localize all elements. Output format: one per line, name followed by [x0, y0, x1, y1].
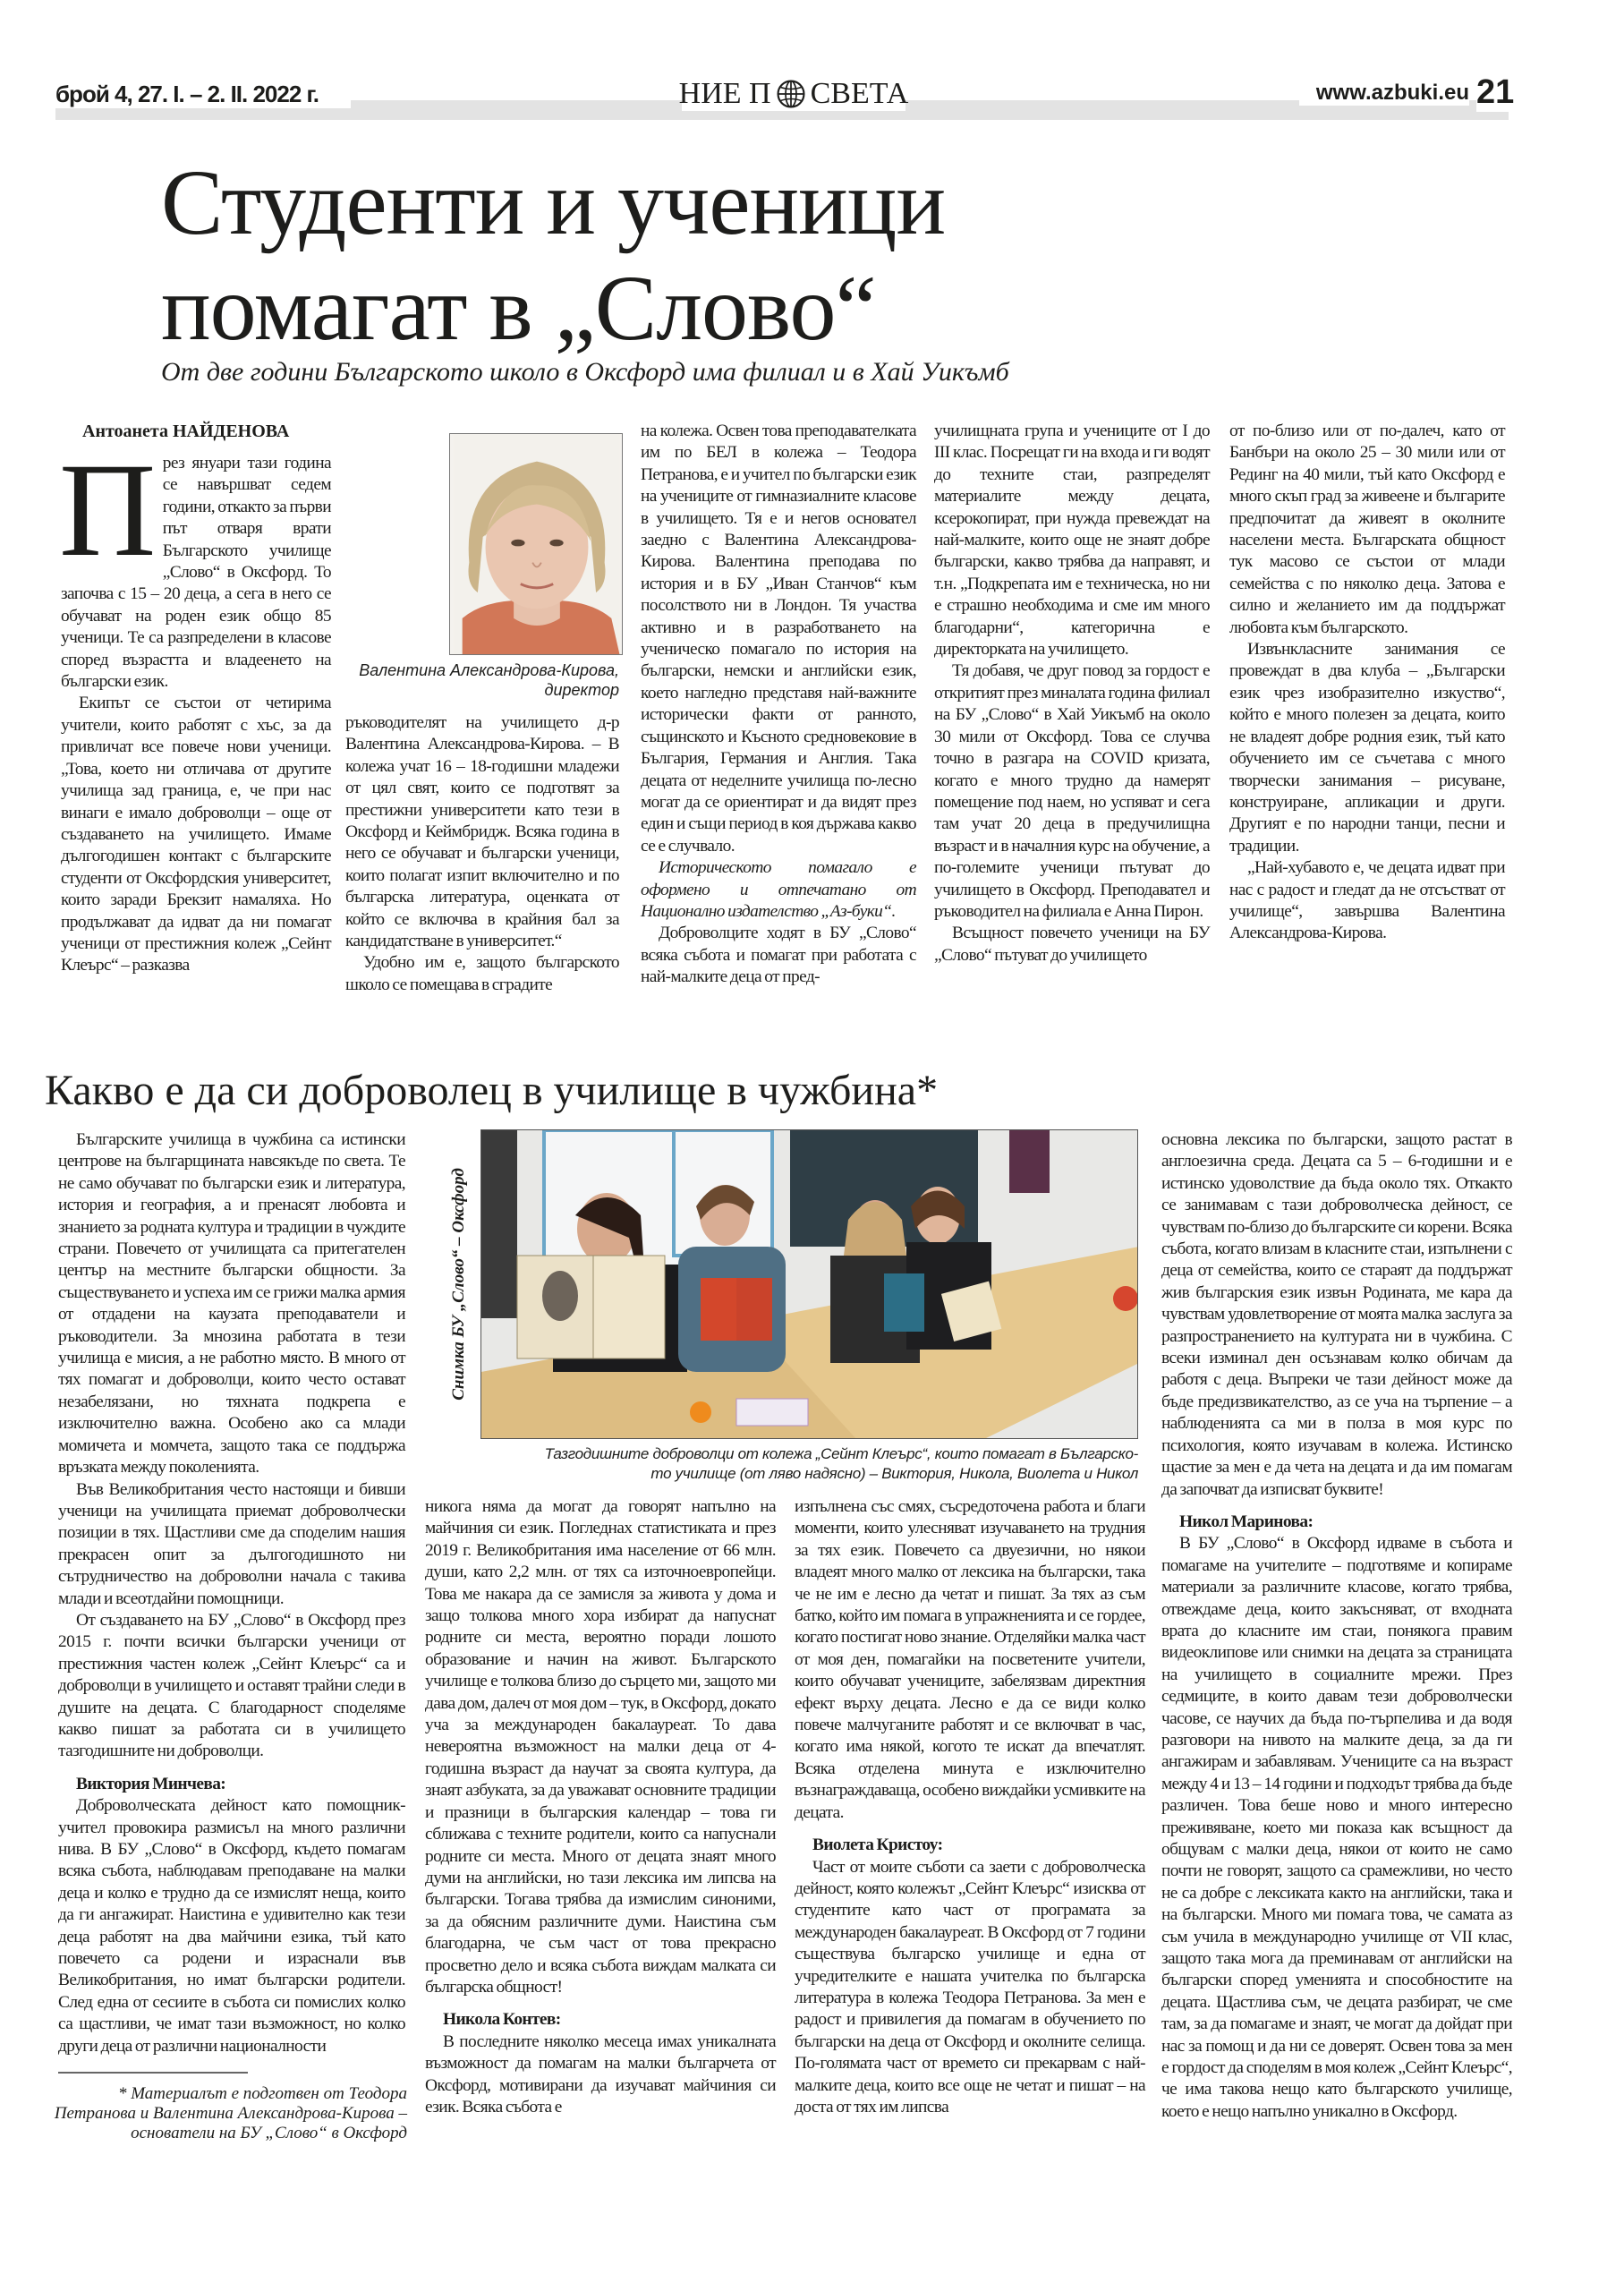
website-link[interactable]: www.azbuki.eu	[1299, 81, 1469, 106]
photo-caption	[438, 1444, 1138, 1484]
footnote: * Материалът е подготвен от Теодора Петранова и Валентина Александрова-Кирова – основатели на БУ „Слово“ в Оксфорд	[54, 2084, 407, 2142]
paragraph: основна лексика по български, защото растат в англоезична среда. Децата са 5 – 6-годишни и е истинско удоволствие да бъда около тях. Откакто се занимавам с тази доброволческа дейност, се чувствам по-близо до българските си корени. Всяка събота, когато влизам в класните стаи, изпълнени с деца от семейства, които се стараят да поддържат жив българския език извън Родината, ме кара да чувствам удовлетворение от моята малка заслуга за разпространението на културата ни в чужбина. С всеки изминал ден осъзнавам колко обичам да работя с деца. Въпреки че тази дейност може да бъде предизвикателство, аз се уча на търпение – а наблюденията са ми в полза в моя курс по психология, която изучавам в колежа. Истинско щастие за мен е да чета на децата и да им помагам да започват да изписват буквите!	[1161, 1130, 1512, 1499]
section-name	[678, 77, 909, 111]
section-name-left: НИЕ П	[678, 77, 771, 110]
masthead	[55, 73, 1515, 127]
photo-credit-text: Снимка БУ „Слово“ – Оксфорд	[449, 1168, 468, 1401]
paragraph: Част от моите съботи са заети с доброволческа дейност, която колежът „Сейнт Клеърс“ изисква от студентите като част от програмата за международен бакалауреат. В Оксфорд от 7 години съществува българско училище и една от учредителките е нашата учителка по българска литература в колежа Теодора Петранова. За мен е радост и привилегия да помагам в обучението по български на деца от Оксфорд и околните селища. По-голямата част от времето си прекарвам с най-малките деца, които все още не четат и пишат – на доста от тях им липсва	[795, 1857, 1145, 2116]
paragraph: от по-близо или от по-далеч, като от Банбъри на около 25 – 30 мили или от Рединг на 40 мили, тъй като Оксфорд е много скъп град за живеене и българите предпочитат да живеят в околните населени места. Българската общност тук масово се състои от млади семейства с по няколко деца. Затова е силно и желанието им да поддържат любовта към българското.	[1229, 422, 1505, 637]
speaker-name: Виктория Минчева:	[76, 1774, 226, 1793]
headline-line-2: помагат в „Слово“	[161, 257, 876, 360]
paragraph: „Най-хубавото е, че децата идват при нас с радост и гледат да не отсъстват от училище“, завършва Валентина Александрова-Кирова.	[1229, 858, 1505, 943]
paragraph: В БУ „Слово“ в Оксфорд идваме в събота и помагаме на учителите – подготвяме и копираме материали за различните класове, когато трябва, отвеждаме деца, които закъсняват, от входната врата до класните им стаи, понякога правим видеоклипове или снимки на децата за страницата на училището в социалните мрежи. През седмиците, в които давам тези доброволчески часове, се научих да бъда по-търпелива и да водя разговори на нивото на малките деца, за да ги ангажирам и забавлявам. Учениците са на възраст между 4 и 13 – 14 години и подходът трябва да бъде различен. Това беше ново и много интересно преживяване, което ми показа как всъщност да общувам с малки деца, някои от които не само почти не говорят, защото са срамежливи, но често не са добре с лексиката както на английски, така и на български. Много ми помага това, че самата аз съм учила в международно училище от VII клас, защото така мога да преминавам от английски на български според уменията и способностите на децата. Щастлива съм, че децата разбират, че сме там, за да помагаме и знаят, че могат да дойдат при нас за помощ и да ни се доверят. Освен това за мен е гордост да споделям в моя колеж „Сейнт Клеърс“, че има такова нещо като българското училище, което е нещо напълно уникално в Оксфорд.	[1161, 1534, 1512, 2121]
author-byline: Антоанета НАЙДЕНОВА	[82, 422, 290, 441]
section-2-title: Какво е да си доброволец в училище в чужбина*	[45, 1067, 939, 1114]
globe-icon	[776, 79, 806, 109]
photo-caption-line-2: то училище (от ляво надясно) – Виктория, Никола, Виолета и Никол	[650, 1465, 1138, 1482]
article2-column-4	[1161, 1129, 1512, 2123]
article2-column-1	[58, 1129, 405, 2057]
article1-column-1	[59, 436, 331, 977]
paragraph: Всъщност повечето ученици на БУ „Слово“ пътуват до училището	[934, 924, 1210, 965]
paragraph: никога няма да могат да говорят напълно на майчиния си език. Погледнах статистиката и през 2019 г. Великобритания има население от 66 млн. души, като 2,2 млн. от тях са източноевропейци. Това ме накара да се замисля за живота у дома и защо толкова много хора избират да напуснат родните си места, вероятно поради лошото образование и начин на живот. Българското училище е толкова близо до сърцето ми, защото ми дава дом, далеч от моя дом – тук, в Оксфорд, докато уча за международен бакалауреат. То дава невероятна възможност на малки деца от 4-годишна възраст да научат за своята култура, да знаят азбуката, за да уважават основните традиции и празници в българския календар – това ги сближава с техните родители, които са напуснали родните си места. Много от децата знаят много думи на английски, но тази лексика им липсва на български. Тогава трябва да измислим синоними, за да обясним различните думи. Наистина съм благодарна, че съм част от това прекрасно просветно дело и всяка събота виждам малката си българска общност!	[425, 1497, 776, 1997]
article2-column-3	[795, 1496, 1145, 2118]
paragraph: От създаването на БУ „Слово“ в Оксфорд през 2015 г. почти всички български ученици от престижния частен колеж „Сейнт Клеърс“ са и доброволци в училището и оставят трайни следи в душите на децата. С благодарност споделяме какво пишат за работата си в училището тазгодишните ни доброволци.	[58, 1610, 405, 1761]
paragraph	[59, 436, 331, 693]
paragraph: Доброволческата дейност като помощник-учител провокира размисъл на много различни нива. В БУ „Слово“ в Оксфорд, където помагам всяка събота, наблюдавам преподаване на малки деца и колко е трудно да се измислят неща, които да ги ангажират. Наистина е удивително как тези деца работят на два майчини езика, тъй като повечето са родени и израснали във Великобритания, но имат български родители. След една от сесиите в събота си помислих колко са щастливи, че имат тази възможност, но колко други деца от различни националности	[58, 1796, 405, 2056]
section-name-right: СВЕТА	[810, 77, 909, 110]
article-headline	[161, 150, 1503, 362]
paragraph: Българските училища в чужбина са истински центрове на българщината навсякъде по света. Те не само обучават по български език и литература, история и география, а и пренасят любовта и знанието за родната култура и традиции в чуждите страни. Повечето от училищата са притегателен център на местните български общности. За съществуването и успеха им се грижи малка армия от отдадени на каузата преподаватели и ръководители. За мнозина работата в тези училища е мисия, а не работно място. В много от тях помагат и доброволци, които често остават незабелязани, но тяхната подкрепа е изключително важна. Особено ако са млади момичета и момчета, защото така се поддържа връзката между поколенията.	[58, 1130, 405, 1478]
portrait-caption-role: директор	[544, 681, 619, 699]
paragraph: Тя добавя, че друг повод за гордост е откритият през миналата година филиал на БУ „Слово“ в Хай Уикъмб на около 30 мили от Оксфорд. Това се случва точно в разгара на COVID кризата, когато е много трудно да намерят помещение под наем, но успяват и сега там учат 20 деца в предучилищна възраст и в началния курс на обучение, а по-големите ученици пътуват до училището в Оксфорд. Преподавател и ръководител на филиала е Анна Пирон.	[934, 661, 1210, 921]
paragraph: Екипът се състои от четирима учители, които работят с хъс, за да привличат все повече нови ученици. „Това, което ни отличава от другите училища зад граница, е, че при нас винаги е имало доброволци – още от създаването на училището. Имаме дългогодишен контакт с българските студенти от Оксфордския университет, които заради Брекзит намаляха. Но продължават да идват да ни помагат ученици от престижния колеж „Сейнт Клеърс“ – разказва	[61, 694, 331, 975]
speaker-name: Никола Контев:	[443, 2010, 561, 2030]
photo-caption-line-1: Тазгодишните доброволци от колежа „Сейнт Клеърс“, които помагат в Българско-	[544, 1445, 1138, 1462]
paragraph: В последните няколко месеца имах уникалната възможност да помагам на малки българчета от Оксфорд, мотивирани да изучават майчиния си език. Всяка събота е	[425, 2031, 776, 2116]
headline-line-1: Студенти и ученици	[161, 151, 946, 254]
speaker-name: Виолета Кристоу:	[812, 1835, 943, 1855]
portrait-image	[450, 434, 623, 655]
article1-column-2	[345, 712, 619, 996]
portrait-photo	[449, 433, 623, 655]
paragraph: Доброволците ходят в БУ „Слово“ всяка събота и помагат при работата с най-малките деца от пред-	[641, 924, 916, 987]
article1-column-5	[1229, 421, 1505, 945]
volunteers-photo	[480, 1129, 1138, 1439]
volunteers-image	[481, 1130, 1138, 1439]
paragraph-text: рез януари тази година се навършват седем години, откакто за първи път отваря врати Българското училище „Слово“ в Оксфорд. То започва с 15 – 20 деца, а сега в него се обучават на роден език общо 85 ученици. Те са разпределени в класове според възрастта и владеенето на български език.	[61, 454, 331, 692]
paragraph: Удобно им е, защото българското школо се помещава в сградите	[345, 953, 619, 994]
speaker-name: Никол Маринова:	[1179, 1512, 1314, 1531]
article1-column-4	[934, 421, 1210, 967]
paragraph: училищната група и учениците от I до III клас. Посрещат ги на входа и ги водят до техните стаи, разпределят материалите между децата, ксерокопират, при нужда превеждат на най-малките, които още не знаят добре български, какво трябва да направят, и т.н. „Подкрепата им е техническа, но ни е страшно необходима и сме им много благодарни“, категорична е директорката на училището.	[934, 422, 1210, 660]
paragraph: изпълнена със смях, съсредоточена работа и благи моменти, които улесняват изучаването на трудния за тях език. Повечето са двуезични, но някои владеят много малко от лексика на български, така че не им е лесно да четат и пишат. За тях аз съм батко, който им помага в упражненията и се гордее, когато постигат ново знание. Отделяйки малка част от моя ден, помагайки на посветените учители, които обучават учениците, забелязвам директния ефект върху децата. Лесно е да се види колко повече малчуганите работят и се включват в час, когато има някой, когото те искат да впечатлят. Всяка отделена минута е изключително възнаграждаваща, особено виждайки усмивките на децата.	[795, 1497, 1145, 1822]
footnote-divider	[58, 2072, 248, 2074]
drop-cap: П	[59, 436, 156, 584]
paragraph: ръководителят на училището д-р Валентина Александрова-Кирова. – В колежа учат 16 – 18-годишни младежи от цял свят, които се подготвят за престижни университети като тези в Оксфорд и Кеймбридж. Всяка година в него се обучават и български ученици, които полагат изпит включително и по българска литература, оценката от който се включва в крайния бал за кандидатстване в университет.“	[345, 713, 619, 951]
photo-credit	[442, 1129, 476, 1439]
issue-date: брой 4, 27. I. – 2. II. 2022 г.	[55, 81, 351, 108]
article2-column-2	[425, 1496, 776, 2118]
article1-column-3	[641, 421, 916, 989]
paragraph: Историческото помагало е оформено и отпечатано от Национално издателство „Аз-буки“.	[641, 858, 916, 921]
paragraph: Извънкласните занимания се провеждат в два клуба – „Български език чрез изобразително изкуство“, който е много полезен за децата, които не владеят добре родния език, тъй като обучението им се съчетава с много творчески занимания – рисуване, конструиране, апликации и други. Другият е по народни танци, песни и традиции.	[1229, 640, 1505, 856]
paragraph: Във Великобритания често настоящи и бивши ученици на училищата приемат доброволчески позиции в тях. Щастливи сме да споделим нашия прекрасен опит за дългогодишното ни сътрудничество на доброволни начала с такива млади и всеотдайни помощници.	[58, 1479, 405, 1608]
portrait-caption	[340, 660, 619, 700]
portrait-caption-name: Валентина Александрова-Кирова,	[359, 661, 619, 679]
paragraph: на колежа. Освен това преподавателката им по БЕЛ в колежа – Теодора Петранова, е и учител по български език на учениците от гимназиалните класове в училището. Тя е и негов основател заедно с Валентина Александрова-Кирова. Валентина преподава по история и в БУ „Иван Станчов“ към посолството ни в Лондон. Тя участва активно и в разработването на ученическо помагало по история на български, немски и английски език, което нагледно представя най-важните исторически факти от ранното, същинското и Късното средновековие в България, Германия и Англия. Така децата от неделните училища по-лесно могат да се ориентират и да видят през един и същи период в коя държава какво се е случвало.	[641, 422, 916, 856]
article-subheadline: От две години Българското школо в Оксфорд има филиал и в Хай Уикъмб	[161, 357, 1009, 387]
page-number: 21	[1476, 73, 1515, 111]
